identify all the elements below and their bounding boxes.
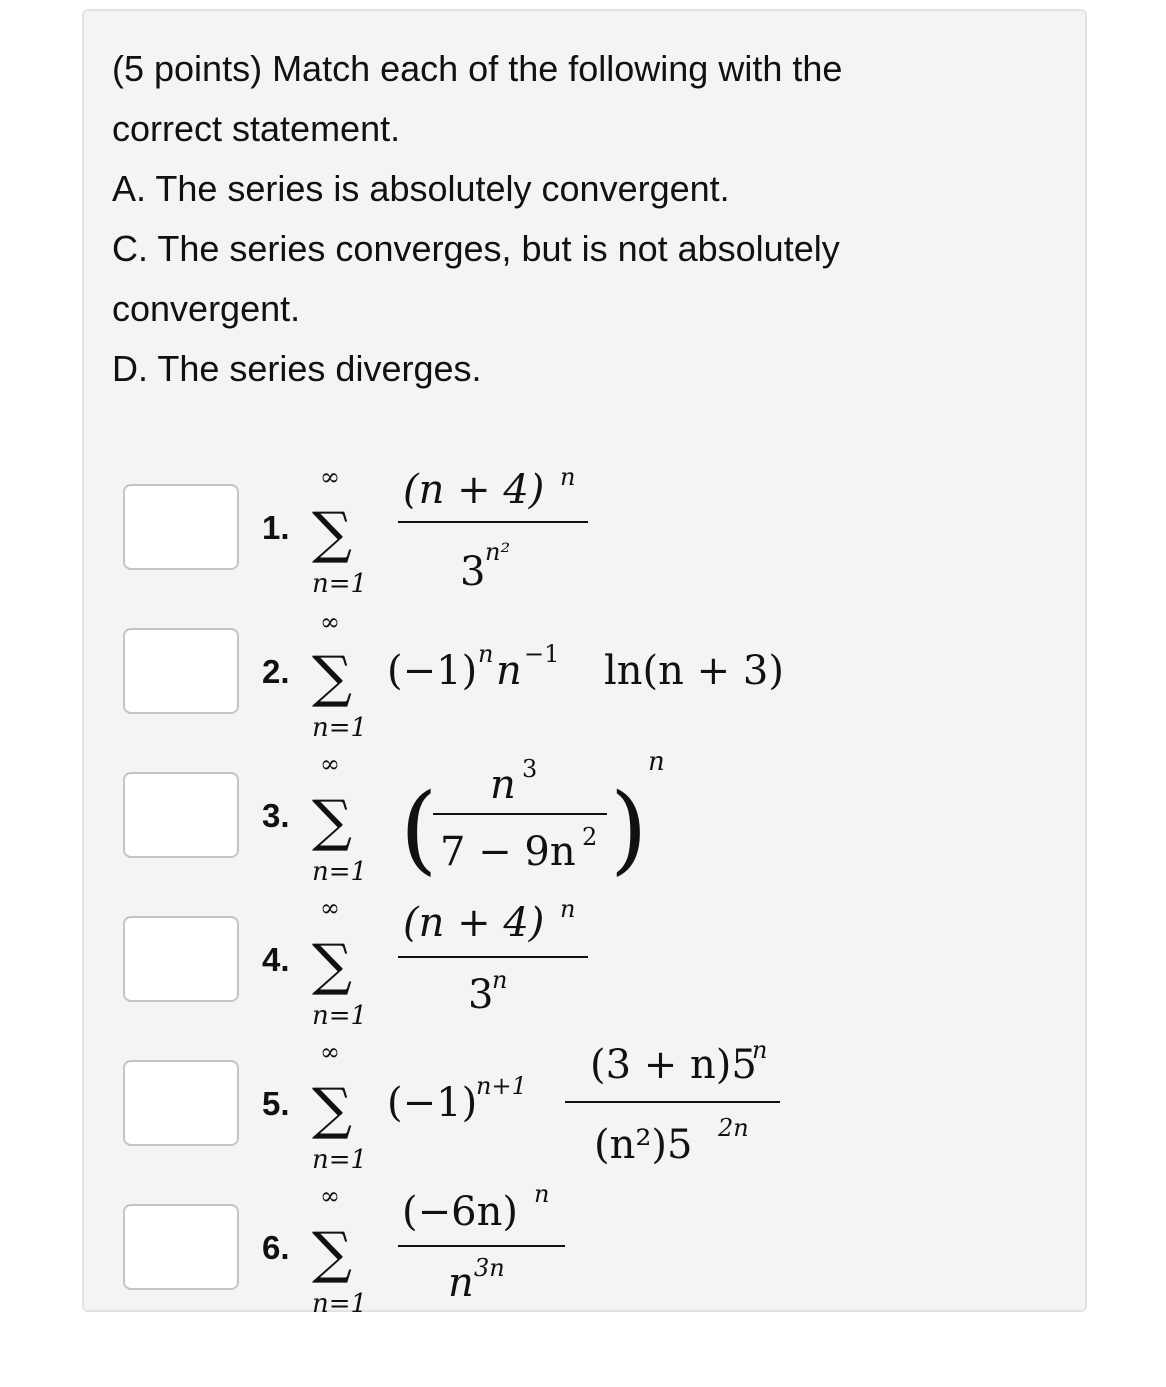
item-number-1: 1. bbox=[262, 509, 290, 546]
s3-numerator-exp: 3 bbox=[522, 755, 538, 783]
s4-numerator: (n + 4) bbox=[403, 900, 545, 946]
lower-limit: n=1 bbox=[312, 713, 368, 743]
s6-numerator-exp: n bbox=[534, 1180, 550, 1208]
upper-limit: ∞ bbox=[320, 1038, 340, 1066]
item-number-4: 4. bbox=[262, 941, 290, 978]
answer-box-1[interactable] bbox=[123, 484, 239, 570]
answer-box-5[interactable] bbox=[123, 1060, 239, 1146]
answer-box-4[interactable] bbox=[123, 916, 239, 1002]
s4-numerator-exp: n bbox=[560, 895, 576, 923]
item-number-6: 6. bbox=[262, 1229, 290, 1266]
s1-denominator: 3 bbox=[460, 549, 486, 595]
sum-symbol: ∑ bbox=[312, 789, 352, 854]
answer-box-2[interactable] bbox=[123, 628, 239, 714]
s5-prefix-exp: n+1 bbox=[476, 1072, 527, 1100]
s2-base: (−1) bbox=[387, 648, 478, 694]
s5-denominator: (n²)5 bbox=[594, 1122, 693, 1168]
s6-denominator-exp: 3n bbox=[474, 1254, 505, 1282]
s6-denominator: n bbox=[448, 1260, 474, 1306]
s5-numerator-exp: n bbox=[752, 1036, 768, 1064]
s3-outer-exp: n bbox=[648, 747, 665, 777]
s4-denominator: 3 bbox=[468, 972, 494, 1018]
lower-limit: n=1 bbox=[312, 569, 368, 599]
s6-numerator: (−6n) bbox=[402, 1189, 518, 1235]
s5-prefix: (−1) bbox=[387, 1080, 478, 1126]
question-intro-line1: (5 points) Match each of the following with the bbox=[112, 48, 843, 89]
s3-denominator-exp: 2 bbox=[582, 823, 598, 851]
upper-limit: ∞ bbox=[320, 750, 340, 778]
s5-numerator: (3 + n)5 bbox=[590, 1042, 757, 1088]
option-c-line2: convergent. bbox=[112, 288, 301, 329]
sum-symbol: ∑ bbox=[312, 501, 352, 566]
lower-limit: n=1 bbox=[312, 1289, 368, 1319]
upper-limit: ∞ bbox=[320, 1182, 340, 1210]
option-d: D. The series diverges. bbox=[112, 348, 482, 389]
lower-limit: n=1 bbox=[312, 1001, 368, 1031]
s1-numerator: (n + 4) bbox=[403, 467, 545, 513]
option-c-line1: C. The series converges, but is not absolutely bbox=[112, 228, 840, 269]
s1-denominator-exp: n² bbox=[485, 538, 511, 566]
upper-limit: ∞ bbox=[320, 608, 340, 636]
s2-log: ln(n + 3) bbox=[604, 648, 784, 694]
upper-limit: ∞ bbox=[320, 894, 340, 922]
sum-symbol: ∑ bbox=[312, 1077, 352, 1142]
s3-left-paren: ( bbox=[400, 773, 438, 885]
s1-numerator-exp: n bbox=[560, 463, 576, 491]
item-number-5: 5. bbox=[262, 1085, 290, 1122]
s3-denominator: 7 − 9n bbox=[440, 829, 576, 875]
s3-numerator: n bbox=[490, 762, 516, 808]
item-number-3: 3. bbox=[262, 797, 290, 834]
s2-exp2: −1 bbox=[524, 640, 560, 668]
option-a: A. The series is absolutely convergent. bbox=[112, 168, 730, 209]
sum-symbol: ∑ bbox=[312, 645, 352, 710]
lower-limit: n=1 bbox=[312, 1145, 368, 1175]
sum-symbol: ∑ bbox=[312, 1221, 352, 1286]
answer-box-3[interactable] bbox=[123, 772, 239, 858]
answer-box-6[interactable] bbox=[123, 1204, 239, 1290]
sum-symbol: ∑ bbox=[312, 933, 352, 998]
s5-denominator-exp: 2n bbox=[718, 1114, 749, 1142]
item-number-2: 2. bbox=[262, 653, 290, 690]
lower-limit: n=1 bbox=[312, 857, 368, 887]
s3-right-paren: ) bbox=[610, 773, 648, 885]
question-intro-line2: correct statement. bbox=[112, 108, 401, 149]
upper-limit: ∞ bbox=[320, 463, 340, 491]
s2-n: n bbox=[496, 648, 522, 694]
s4-denominator-exp: n bbox=[492, 966, 508, 994]
s2-exp1: n bbox=[478, 640, 494, 668]
